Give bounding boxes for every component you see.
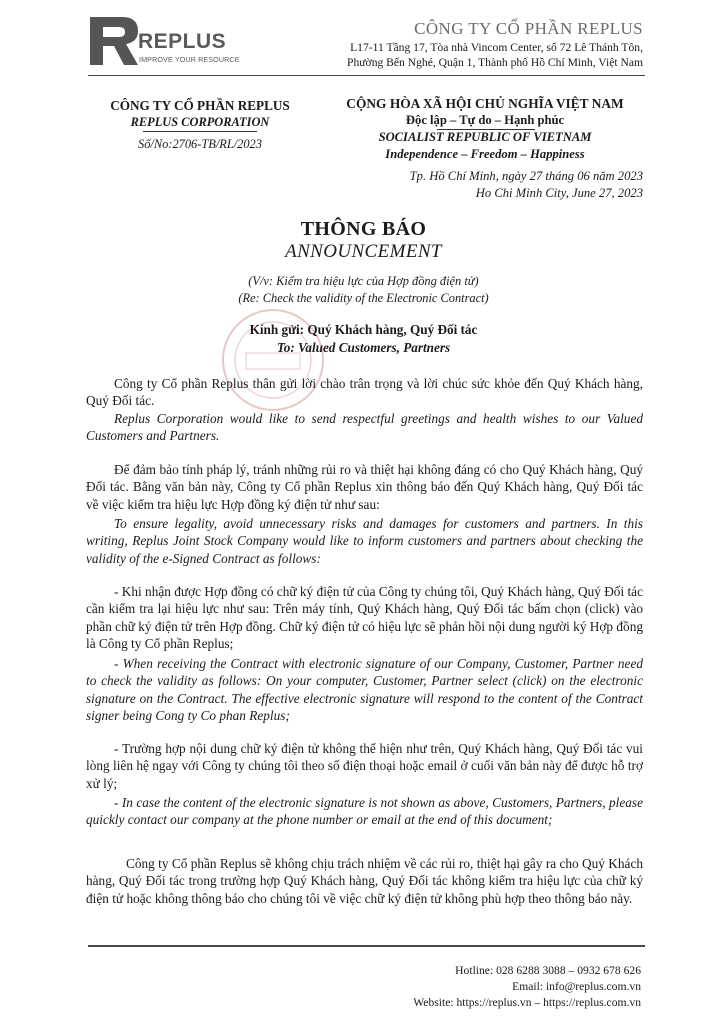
footer-hotline: Hotline: 028 6288 3088 – 0932 678 626	[455, 964, 641, 977]
paragraph-contact-en: - In case the content of the electronic signature is not shown as above, Customers, Partners, please quickly contact our company at the phone number or email at the end of this document;	[86, 795, 643, 828]
header-company-name: CÔNG TY CỔ PHẦN REPLUS	[414, 19, 643, 38]
logo-tagline: IMPROVE YOUR RESOURCE	[139, 55, 240, 64]
paragraph-check-vn: - Khi nhận được Hợp đồng có chữ ký điện tử của Công ty chúng tôi, Quý Khách hàng, Quý Đối tác cần kiểm tra lại hiệu lực như sau: Trên máy tính, Quý Khách hàng, Quý Đối tác bấm chọn (click) vào phần chữ ký điện tử trên Hợp đồng. Chữ ký điện tử có hiệu lực sẽ phản hồi nội dung người ký Hợp đồng là Công ty Cổ phần Replus;	[86, 584, 643, 652]
republic-name-en: SOCIALIST REPUBLIC OF VIETNAM	[378, 130, 592, 144]
title-vn: THÔNG BÁO	[300, 218, 427, 240]
left-company-vn: CÔNG TY CỔ PHẦN REPLUS	[110, 98, 290, 113]
paragraph-check-en: - When receiving the Contract with electronic signature of our Company, Customer, Partner need to check the validity as follows: On your computer, Customer, Partner select (click) on the electronic signature on the Contract. The effective electronic signature will respond to the content of the Contract signer being Cong ty Co phan Replus;	[86, 656, 643, 724]
paragraph-greeting-vn: Công ty Cổ phần Replus thân gửi lời chào trân trọng và lời chúc sức khỏe đến Quý Khách hàng, Quý Đối tác.	[86, 376, 643, 409]
date-en: Ho Chi Minh City, June 27, 2023	[475, 186, 643, 200]
title-en: ANNOUNCEMENT	[285, 241, 442, 262]
header-address-line2: Phường Bến Nghé, Quận 1, Thành phố Hồ Chí Minh, Việt Nam	[347, 56, 643, 69]
subject-vn: (V/v: Kiểm tra hiệu lực của Hợp đồng điện tử)	[248, 274, 479, 288]
addressee-vn: Kính gửi: Quý Khách hàng, Quý Đối tác	[249, 322, 478, 337]
subject-en: (Re: Check the validity of the Electronic Contract)	[238, 291, 489, 305]
footer-email: Email: info@replus.com.vn	[512, 980, 641, 993]
document-number: Số/No:2706-TB/RL/2023	[138, 137, 262, 151]
paragraph-greeting-en: Replus Corporation would like to send respectful greetings and health wishes to our Valued Customers and Partners.	[86, 411, 643, 444]
paragraph-disclaimer-vn: Công ty Cổ phần Replus sẽ không chịu trách nhiệm về các rủi ro, thiệt hại gây ra cho Quý Khách hàng, Quý Đối tác trong trường hợp Quý Khách hàng, Quý Đối tác không kiểm tra hiệu lực của chữ ký điện tử hoặc không thông báo cho chúng tôi về việc chữ ký điện tử không phù hợp theo thông báo này.	[86, 856, 643, 906]
republic-name-vn: CỘNG HÒA XÃ HỘI CHỦ NGHĨA VIỆT NAM	[346, 96, 624, 111]
header-divider	[88, 75, 645, 76]
addressee-en: To: Valued Customers, Partners	[276, 340, 451, 355]
header-address-line1: L17-11 Tầng 17, Tòa nhà Vincom Center, số 72 Lê Thánh Tôn,	[350, 41, 643, 54]
motto-vn: Độc lập – Tự do – Hạnh phúc	[405, 113, 565, 127]
footer-website: Website: https://replus.vn – https://replus.com.vn	[413, 996, 641, 1009]
footer-divider	[88, 945, 645, 947]
motto-en: Independence – Freedom – Happiness	[385, 147, 585, 161]
paragraph-purpose-vn: Để đảm bảo tính pháp lý, tránh những rủi ro và thiệt hại không đáng có cho Quý Khách hàng, Quý Đối tác. Bằng văn bản này, Công ty Cổ phần Replus xin thông báo đến Quý Khách hàng, Quý Đối tác về việc kiểm tra hiệu lực Hợp đồng ký điện tử như sau:	[86, 462, 643, 512]
paragraph-contact-vn: - Trường hợp nội dung chữ ký điện tử không thể hiện như trên, Quý Khách hàng, Quý Đối tác vui lòng liên hệ ngay với Công ty chúng tôi theo số điện thoại hoặc email ở cuối văn bản này để được hỗ trợ xử lý;	[86, 741, 643, 791]
left-company-en: REPLUS CORPORATION	[130, 115, 270, 129]
left-underline	[143, 131, 257, 132]
paragraph-purpose-en: To ensure legality, avoid unnecessary risks and damages for customers and partners. In this writing, Replus Joint Stock Company would like to inform customers and partners about checking the validity of the e-Signed Contract as follows:	[86, 516, 643, 566]
date-vn: Tp. Hồ Chí Minh, ngày 27 tháng 06 năm 2023	[409, 169, 643, 183]
logo-wordmark: REPLUS	[138, 30, 227, 53]
